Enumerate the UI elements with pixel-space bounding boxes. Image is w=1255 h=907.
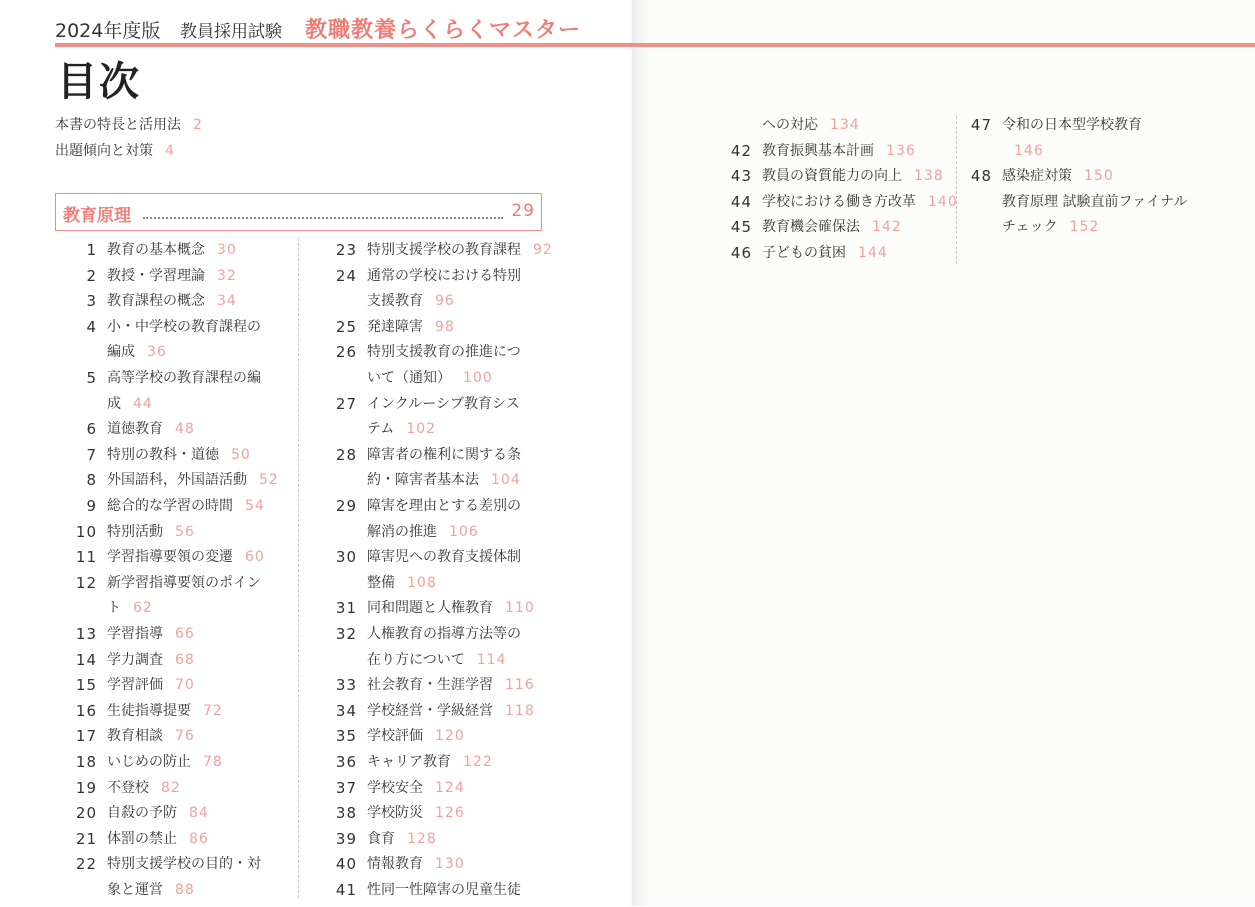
toc-entry[interactable] [315,497,555,548]
entry-number: 13 [75,625,97,643]
page-number: 108 [407,574,437,591]
entry-title: 支援教育 96 [367,293,455,310]
entry-number: 11 [75,548,97,567]
toc-entry[interactable] [55,241,295,267]
entry-title [1002,142,1044,160]
page-number: 66 [175,626,195,642]
entry-title: 性同一性障害の児童生徒 [367,882,521,898]
entry-title: 新学習指導要領のポイン [107,574,261,591]
entry-title: 教育機会確保法 142 [762,219,902,236]
page-number: 84 [189,805,209,822]
entry-number: 3 [86,292,97,311]
page-number: 106 [449,523,479,540]
entry-title: 生徒指導提要 72 [107,702,223,719]
toc-entry[interactable] [315,395,555,446]
entry-number: 5 [86,369,97,387]
entry-title: 不登校 82 [107,779,181,796]
entry-title: 情報教育 130 [367,856,465,873]
entry-number: 19 [75,778,97,797]
entry-number: 34 [335,701,357,720]
entry-number: 48 [970,167,992,186]
page-number: 62 [133,600,153,617]
right-page [632,0,1255,906]
entry-title: 子どもの貧困 144 [762,245,888,261]
toc-entry[interactable] [55,830,295,856]
entry-number: 12 [75,573,97,592]
entry-number: 32 [335,625,357,643]
entry-title: いて（通知） 100 [367,369,493,386]
entry-number: 23 [335,241,357,259]
entry-title: 感染症対策 150 [1002,168,1114,185]
entry-number: 26 [335,343,357,362]
entry-number: 16 [75,701,97,720]
page-number: 92 [533,242,553,258]
page-number: 104 [491,472,521,489]
edition-label: 2024年度版 [55,20,161,42]
page-number: 98 [435,318,455,335]
page-number: 118 [505,702,535,719]
toc-entry[interactable] [55,676,295,702]
entry-title: 特別支援教育の推進につ [367,344,521,361]
toc-entry[interactable] [55,523,295,549]
entry-number: 4 [86,317,97,336]
entry-title: 教員の資質能力の向上 138 [762,168,944,185]
book-title: 教職教養らくらくマスター [305,18,582,43]
entry-title: 在り方について 114 [367,651,507,668]
intro-entry[interactable] [55,140,175,160]
entry-title: 外国語科，外国語活動 52 [107,472,279,489]
toc-entry[interactable] [315,599,555,625]
section-title: 教育原理 [63,206,131,226]
toc-entry[interactable] [315,267,555,318]
entry-number: 7 [86,445,97,464]
page-number: 70 [175,677,195,694]
toc-entry[interactable] [55,471,295,497]
page-number: 146 [1014,142,1044,159]
toc-entry[interactable] [962,167,1222,193]
section-page-number: 29 [511,201,535,221]
toc-entry[interactable] [962,193,1222,244]
entry-title: 総合的な学習の時間 54 [107,498,265,514]
toc-entry[interactable] [55,753,295,779]
entry-title: 教育原理 試験直前ファイナル [1002,193,1188,210]
page-number: 32 [217,267,237,284]
toc-entry[interactable] [315,241,555,267]
entry-number: 42 [730,141,752,160]
page-number: 68 [175,651,195,668]
page-number: 134 [830,117,860,133]
page-number: 2 [193,117,203,133]
page-number: 78 [203,754,223,770]
entry-number: 35 [335,727,357,746]
leader-dots [143,205,503,219]
toc-entry[interactable] [55,420,295,446]
page-number: 150 [1084,168,1114,185]
entry-title: 学校防災 126 [367,805,465,822]
entry-number: 27 [335,394,357,413]
page-number: 124 [435,779,465,796]
page-number: 136 [886,142,916,159]
page-number: 102 [406,421,437,438]
entry-number: 18 [75,753,97,771]
entry-title: 食育 128 [367,830,437,847]
toc-entry[interactable] [315,881,555,907]
toc-entry[interactable] [315,548,555,599]
page-number: 152 [1069,219,1100,236]
page-number: 36 [147,344,167,361]
toc-entry[interactable] [315,702,555,728]
toc-entry[interactable] [55,267,295,293]
intro-entry-label: 本書の特長と活用法 [55,117,181,133]
toc-entry[interactable] [315,804,555,830]
toc-entry[interactable] [315,318,555,344]
entry-title: 小・中学校の教育課程の [107,318,261,335]
page-number: 142 [872,219,902,236]
entry-title: 特別の教科・道徳 50 [107,446,251,463]
page-number: 82 [161,779,181,796]
entry-number: 38 [335,804,357,823]
entry-title: 令和の日本型学校教育 [1002,117,1142,133]
entry-title: 道徳教育 48 [107,421,195,438]
intro-entry-label: 出題傾向と対策 [55,143,153,159]
page-number: 140 [928,193,958,210]
toc-entry[interactable] [315,446,555,497]
entry-title: 人権教育の指導方法等の [367,626,521,642]
entry-title: 体罰の禁止 86 [107,830,209,847]
entry-number: 33 [335,676,357,695]
toc-entry[interactable] [710,167,950,193]
page-number: 110 [505,600,535,617]
toc-entry[interactable] [55,497,295,523]
page-number: 30 [217,242,237,258]
entry-number: 20 [75,804,97,823]
entry-title: インクルーシブ教育シス [367,395,520,412]
toc-entry[interactable] [55,625,295,651]
entry-number: 9 [86,497,97,515]
entry-title: 教育の基本概念 30 [107,242,237,258]
entry-title: チェック 152 [1002,219,1100,236]
entry-number: 36 [335,753,357,771]
entry-title: 学習指導 66 [107,626,195,642]
entry-number: 8 [86,471,97,490]
entry-number: 2 [86,266,97,285]
entry-title: 自殺の予防 84 [107,805,209,822]
toc-entry[interactable] [315,343,555,394]
page-number: 116 [505,677,535,694]
entry-number: 22 [75,855,97,874]
page-number: 126 [435,805,465,822]
page-number: 122 [463,754,493,770]
page-number: 56 [175,523,195,540]
page-number: 88 [175,881,195,898]
entry-number: 1 [86,241,97,259]
page-number: 114 [476,651,507,668]
entry-title: 象と運営 88 [107,881,195,898]
entry-number: 30 [335,548,357,567]
page-title: 目次 [57,59,141,105]
toc-entry[interactable] [710,192,958,219]
entry-number: 24 [335,266,357,285]
toc-entry[interactable] [55,574,295,625]
entry-title: 学力調査 68 [107,651,195,668]
entry-number: 17 [75,727,97,746]
entry-number: 41 [335,881,357,899]
entry-number: 28 [335,445,357,464]
entry-title: テム 102 [367,421,437,438]
entry-title: キャリア教育 122 [367,754,493,770]
toc-entry[interactable] [315,855,555,881]
page-number: 4 [165,143,175,159]
entry-title: 学校経営・学級経営 118 [367,702,535,719]
page-number: 120 [435,728,465,745]
page-number: 130 [435,856,465,873]
entry-title: 学習指導要領の変遷 60 [107,549,265,566]
entry-title: 障害児への教育支援体制 [367,549,521,566]
entry-title: 編成 36 [107,344,167,361]
toc-entry[interactable] [55,804,295,830]
toc-entry[interactable] [55,318,295,369]
intro-entry[interactable] [55,114,203,134]
entry-title: 通常の学校における特別 [367,267,521,284]
page-number: 50 [231,446,251,463]
entry-number: 6 [86,420,97,439]
column-divider [298,238,299,898]
entry-number: 37 [335,778,357,797]
page-number: 96 [435,293,455,310]
toc-entry[interactable] [710,244,950,270]
entry-number: 45 [730,218,752,237]
entry-number: 25 [335,317,357,336]
entry-number: 47 [970,116,992,134]
page-number: 54 [245,498,265,514]
page-number: 60 [245,549,265,566]
entry-number: 29 [335,497,357,515]
entry-title: 障害者の権利に関する条 [367,446,521,463]
entry-title: 発達障害 98 [367,318,455,335]
column-divider [956,116,957,264]
section-heading[interactable] [55,193,542,231]
toc-entry[interactable] [55,727,295,753]
toc-entry[interactable] [315,779,555,805]
entry-title: いじめの防止 78 [107,754,223,770]
entry-number: 44 [730,192,752,211]
entry-title: 教育課程の概念 34 [107,293,237,310]
toc-entry[interactable] [315,727,555,753]
entry-number: 31 [335,599,357,618]
entry-title: 学校安全 124 [367,779,465,796]
page-number: 48 [175,421,195,438]
entry-title: への対応 134 [762,117,860,133]
entry-number: 14 [75,650,97,669]
entry-title: 教育振興基本計画 136 [762,142,916,159]
toc-entry[interactable] [55,369,295,420]
entry-title: ト 62 [107,600,153,617]
entry-number: 39 [335,829,357,848]
entry-title: 約・障害者基本法 104 [367,472,521,489]
header-rule [55,43,632,47]
entry-title: 障害を理由とする差別の [367,498,521,514]
toc-entry[interactable] [315,625,555,676]
page-number: 72 [203,702,223,719]
entry-title: 学校評価 120 [367,728,465,745]
toc-entry[interactable] [710,218,950,244]
entry-title: 社会教育・生涯学習 116 [367,677,535,694]
toc-entry[interactable] [55,446,295,472]
entry-title: 教育相談 76 [107,728,195,745]
series-label: 教員採用試験 [180,22,282,42]
page-number: 100 [463,369,493,386]
toc-entry[interactable] [962,116,1222,167]
entry-title: 同和問題と人権教育 110 [367,600,535,617]
entry-number: 46 [730,244,752,262]
entry-title: 特別活動 56 [107,523,195,540]
entry-number: 43 [730,167,752,186]
page-number: 44 [133,395,153,412]
toc-entry[interactable] [315,830,555,856]
toc-entry[interactable] [55,651,295,677]
toc-entry[interactable] [315,753,555,779]
entry-title: 学校における働き方改革 140 [762,193,958,210]
entry-number: 15 [75,676,97,695]
toc-entry[interactable] [55,702,295,728]
page-number: 144 [858,245,888,261]
toc-entry[interactable] [55,548,295,574]
toc-entry[interactable] [710,142,950,168]
entry-title: 解消の推進 106 [367,523,479,540]
entry-title: 特別支援学校の教育課程 92 [367,242,553,258]
entry-number: 40 [335,855,357,874]
toc-entry[interactable] [55,779,295,805]
page-number: 128 [407,830,437,847]
entry-number: 10 [75,522,97,541]
page-number: 86 [189,830,209,847]
header-rule-right [632,43,1255,47]
page-number: 34 [217,293,237,310]
page-number: 138 [914,168,944,185]
toc-entry[interactable] [55,855,295,906]
entry-number: 21 [75,829,97,848]
toc-entry[interactable] [315,676,555,702]
entry-title: 整備 108 [367,574,437,591]
toc-entry[interactable] [710,116,950,142]
entry-title: 教授・学習理論 32 [107,267,237,284]
entry-title: 特別支援学校の目的・対 [107,856,261,873]
running-header [55,10,615,44]
page-number: 52 [259,472,279,489]
page-number: 76 [175,728,195,745]
entry-title: 高等学校の教育課程の編 [107,370,261,386]
entry-title: 学習評価 70 [107,677,195,694]
entry-title: 成 44 [107,395,153,412]
toc-entry[interactable] [55,292,295,318]
